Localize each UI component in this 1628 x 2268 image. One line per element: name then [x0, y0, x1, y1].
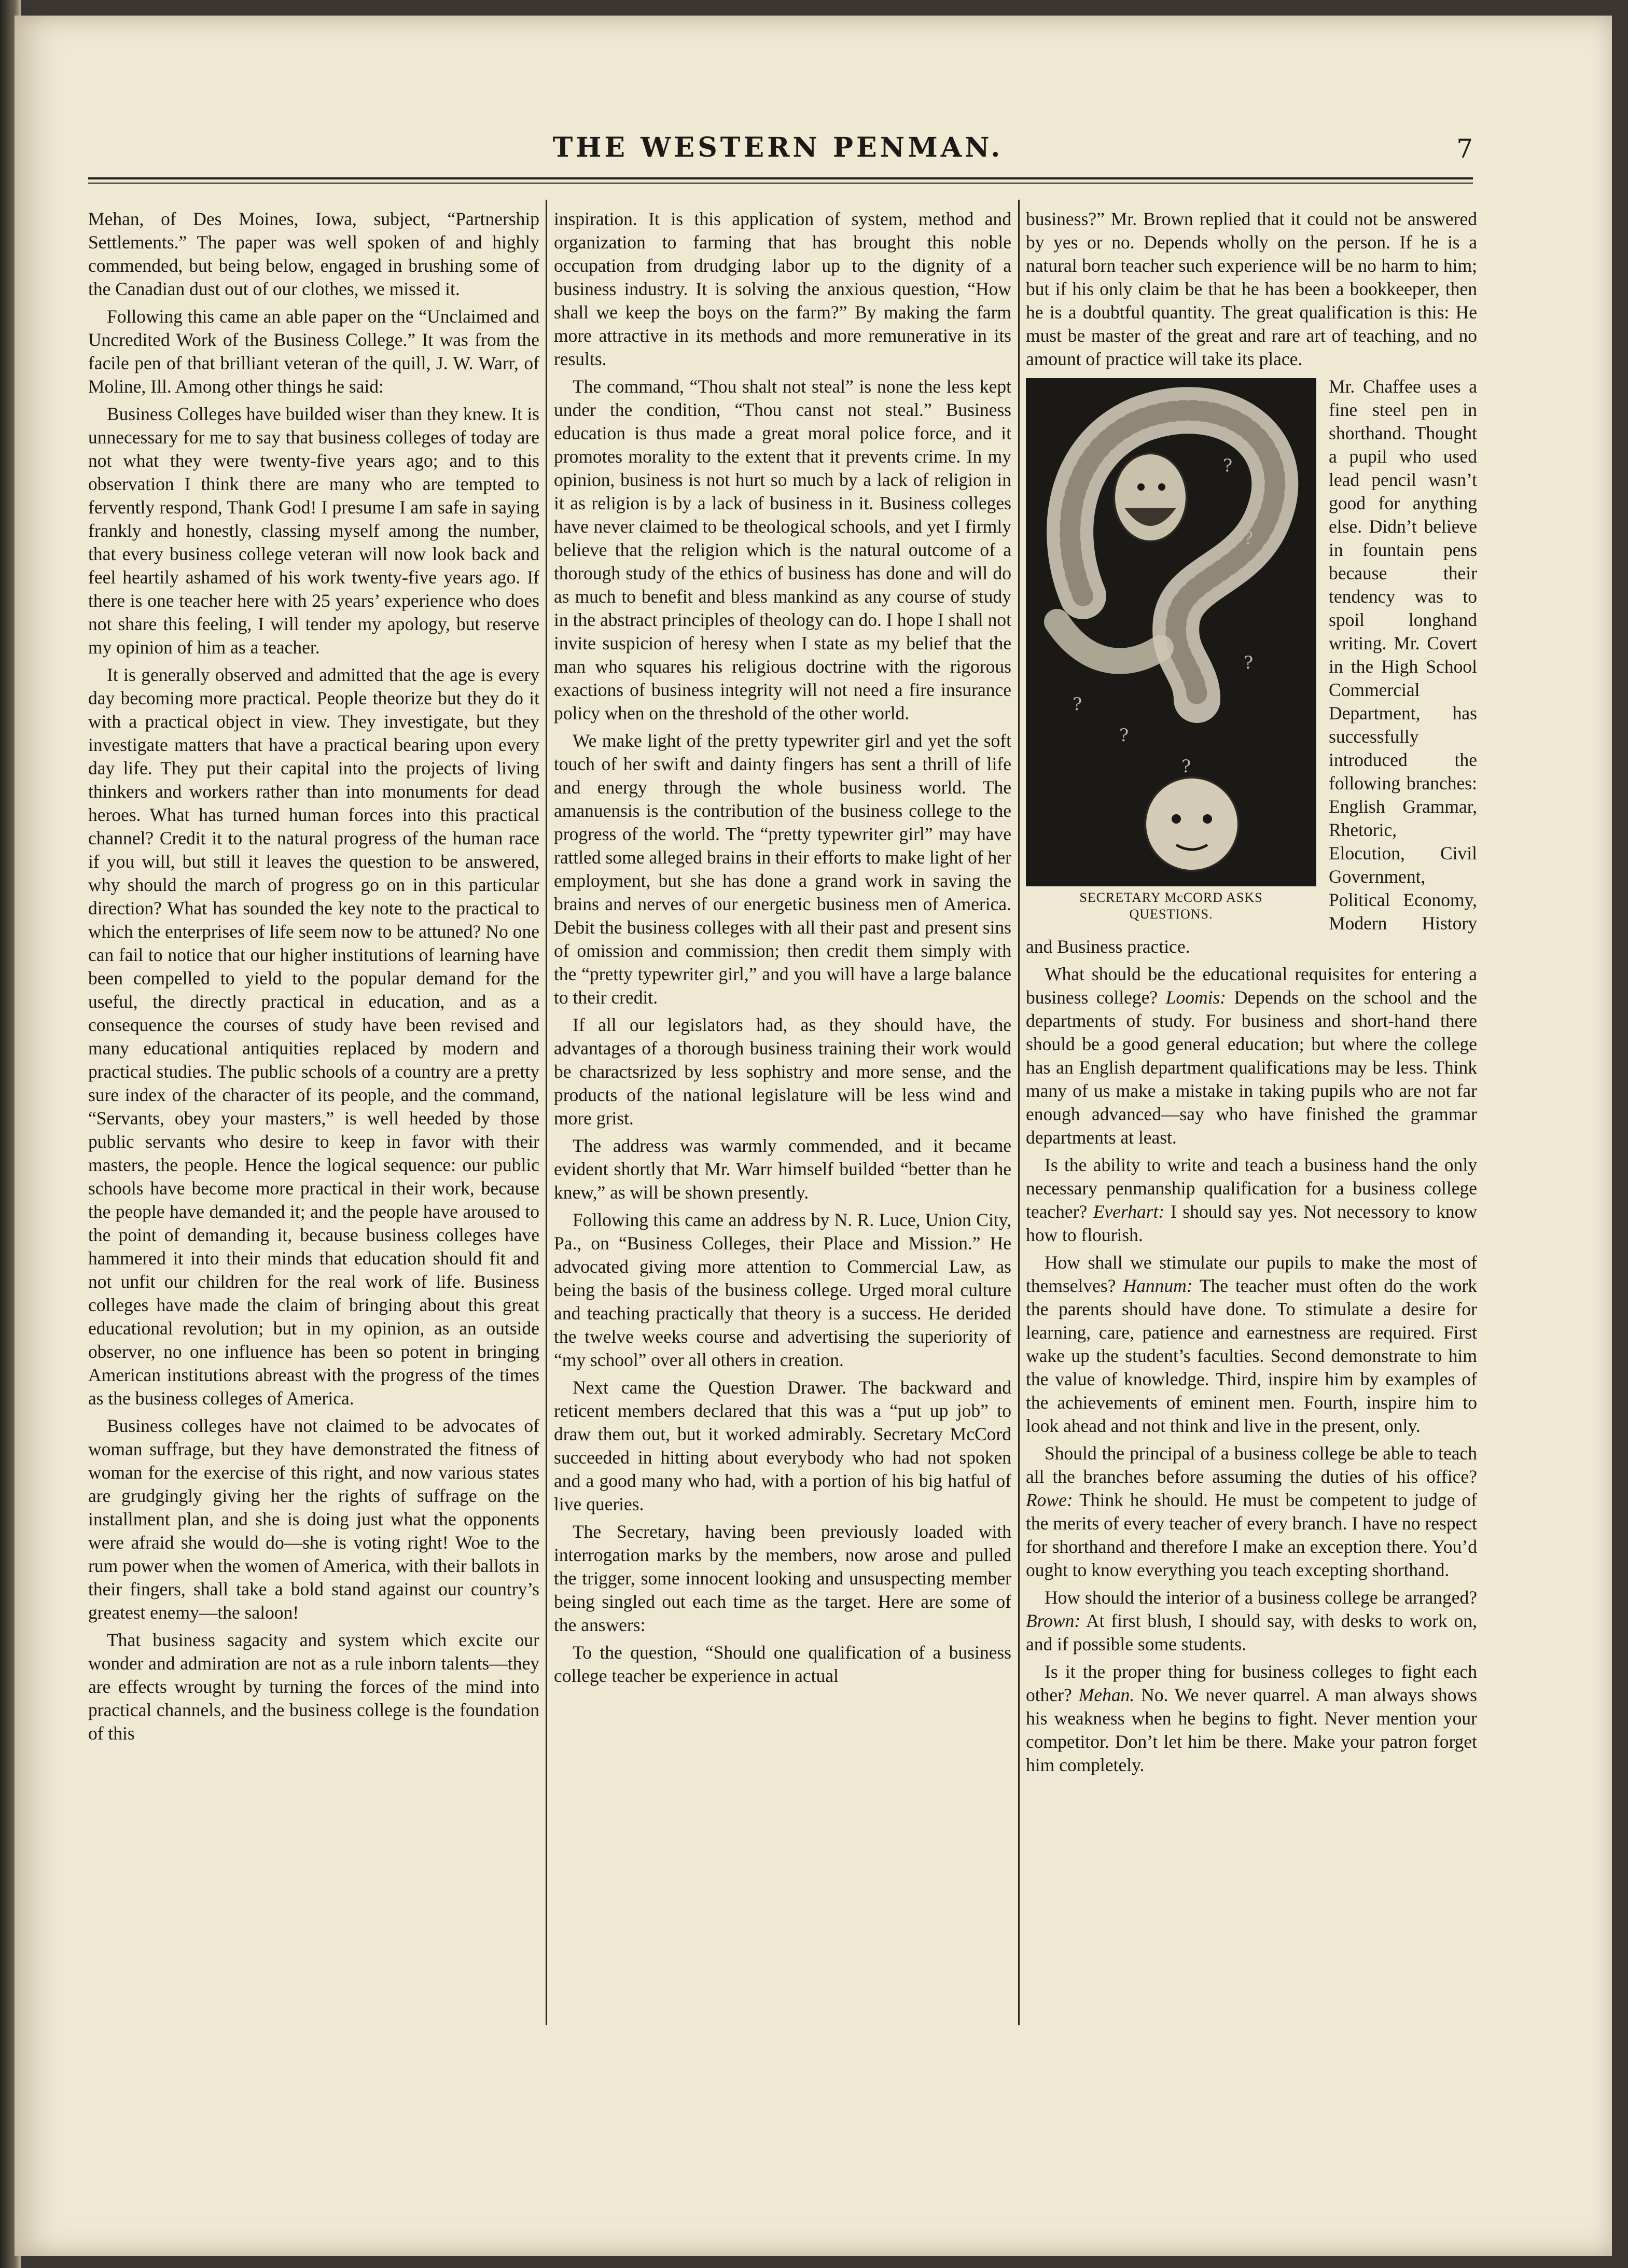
- figure-caption: [1026, 889, 1316, 923]
- paragraph: Next came the Question Drawer. The backward and reticent members declared that this was a “put up job” to draw them out, but it worked admirably. Secretary McCord succeeded in hitting about everybody who had not spoken and a good many who had, with a portion of his big hatful of live queries.: [554, 1377, 1011, 1514]
- paragraph: Following this came an able paper on the “Unclaimed and Uncredited Work of the Business College.” It was from the facile pen of that brilliant veteran of the quill, J. W. Warr, of Moline, Ill. Among other things he said:: [88, 306, 539, 397]
- svg-text:?: ?: [1223, 455, 1233, 476]
- paragraph: Business Colleges have builded wiser than they knew. It is unnecessary for me to say that business colleges of today are not what they were twenty-five years ago; and to this observation I think there are many who are tempted to fervently respond, Thank God! I presume I am safe in saying frankly and honestly, classing myself among the number, that every business college veteran will now look back and feel heartily ashamed of his work twenty-five years ago. If there is one teacher here with 25 years’ experience who does not share this feeling, I will tender my apology, but reserve my opinion of him as a teacher.: [88, 403, 539, 658]
- qa-paragraph: [1026, 1251, 1477, 1438]
- qa-paragraph: [1026, 1442, 1477, 1582]
- paragraph: Following this came an address by N. R. Luce, Union City, Pa., on “Business Colleges, their Place and Mission.” He advocated giving more attention to Commercial Law, as being the basis of the business college. Urged moral culture and teaching practically that theory is a success. He derided the twelve weeks course and advertising the superiority of “my school” over all others in creation.: [554, 1209, 1011, 1370]
- paragraph: Business colleges have not claimed to be advocates of woman suffrage, but they have demonstrated the fitness of woman for the exercise of this right, and now various states are grudgingly giving her the rights of suffrage on the installment plan, and she is doing just what the opponents were afraid she would do—she is voting right! Woe to the rum power when the women of America, with their ballots in their fingers, shall take a bold stand against our country’s greatest enemy—the saloon!: [88, 1415, 539, 1623]
- paragraph: business?” Mr. Brown replied that it could not be answered by yes or no. Depends wholly on the person. If he is a natural born teacher such experience will be no harm to him; but if his only claim be that he has been a bookkeeper, then he is a doubtful quantity. The great qualification is this: He must be master of the great and rare art of teaching, and no amount of practice will take its place.: [1026, 208, 1477, 369]
- respondent-name: Brown:: [1026, 1610, 1081, 1631]
- respondent-name: Mehan.: [1078, 1685, 1135, 1705]
- figure-block: [1026, 375, 1477, 963]
- question-text: Should the principal of a business college be able to teach all the branches before assuming the duties of his office?: [1026, 1443, 1477, 1487]
- qa-paragraph: [1026, 1586, 1477, 1656]
- question-text: How shall we stimulate our pupils to make the most of themselves?: [1026, 1252, 1477, 1296]
- column-3: [1026, 207, 1477, 1781]
- answer-text: Think he should. He must be competent to judge of the merits of every teacher of every branch. I have no respect for shorthand and therefore I make an exception there. You’d ought to know everything you teach excepting shorthand.: [1026, 1490, 1478, 1580]
- answer-text: Depends on the school and the departments of study. For business and short-hand there should be a good general education; but where the college has an English department qualifications may be less. Think many of us make a mistake in taking pupils who are not far enough advanced—say who have finished the grammar departments at least.: [1026, 987, 1477, 1148]
- paragraph: inspiration. It is this application of system, method and organization to farming that has brought this noble occupation from drudging labor up to the dignity of a business industry. It is solving the anxious question, “How shall we keep the boys on the farm?” By making the farm more attractive in its methods and more remunerative in its results.: [554, 208, 1011, 369]
- svg-text:?: ?: [1073, 694, 1082, 715]
- caption-line: QUESTIONS.: [1129, 907, 1213, 922]
- question-text: What should be the educational requisites for entering a business college?: [1026, 964, 1477, 1008]
- paragraph: The command, “Thou shalt not steal” is none the less kept under the condition, “Thou canst not steal.” Business education is thus made a great moral police force, and it promotes morality to the extent that it prevents crime. In my opinion, business is not hurt so much by a lack of religion in it as religion is by a lack of business in it. Business colleges have never claimed to be theological schools, and yet I firmly believe that the religion which is the natural outcome of a thorough study of the ethics of business has done and will do as much to benefit and bless mankind as any course of study in the abstract principles of theology can do. I hope I shall not invite suspicion of heresy when I state as my belief that the man who squares his religious doctrine with the rigorous exactions of business integrity will not need a fire insurance policy when on the threshold of the other world.: [554, 376, 1011, 723]
- paragraph: To the question, “Should one qualification of a business college teacher be experience in actual: [554, 1642, 1011, 1686]
- publication-title: THE WESTERN PENMAN.: [552, 132, 1004, 163]
- column-2: [554, 207, 1011, 1692]
- respondent-name: Rowe:: [1026, 1490, 1073, 1510]
- question-text: Is it the proper thing for business colleges to fight each other?: [1026, 1661, 1477, 1705]
- answer-text: At first blush, I should say, with desks to work on, and if possible some students.: [1026, 1610, 1477, 1654]
- respondent-name: Hannum:: [1123, 1275, 1193, 1296]
- illustration-question-mark: [1026, 378, 1316, 928]
- page-number: 7: [1456, 134, 1473, 164]
- qa-paragraph: [1026, 1660, 1477, 1777]
- svg-text:?: ?: [1181, 756, 1191, 777]
- answer-text: I should say yes. Not necessory to know how to flourish.: [1026, 1201, 1478, 1245]
- paragraph: We make light of the pretty typewriter girl and yet the soft touch of her swift and dainty fingers has sent a thrill of life and energy through the whole business world. The amanuensis is the contribution of the business college to the progress of the world. The “pretty typewriter girl” may have rattled some alleged brains in their efforts to make light of her employment, but she has done a grand work in saving the brains and nerves of our energetic business men of America. Debit the business colleges with all their past and present sins of omission and commission; then credit them simply with the “pretty typewriter girl,” and you will have a large balance to their credit.: [554, 730, 1011, 1008]
- qa-paragraph: [1026, 1153, 1477, 1247]
- respondent-name: Everhart:: [1093, 1201, 1165, 1222]
- question-text: How should the interior of a business college be arranged?: [1045, 1587, 1477, 1608]
- question-text: Is the ability to write and teach a business hand the only necessary penmanship qualification for a business college teacher?: [1026, 1154, 1477, 1222]
- qa-paragraph: [1026, 963, 1477, 1149]
- caption-line: SECRETARY McCORD ASKS: [1079, 890, 1263, 905]
- paragraph: The address was warmly commended, and it became evident shortly that Mr. Warr himself builded “better than he knew,” as will be shown presently.: [554, 1135, 1011, 1203]
- paragraph: Mehan, of Des Moines, Iowa, subject, “Partnership Settlements.” The paper was well spoken of and highly commended, but being below, engaged in brushing some of the Canadian dust out of our clothes, we missed it.: [88, 208, 539, 299]
- paragraph: It is generally observed and admitted that the age is every day becoming more practical. People theorize but they do it with a practical object in view. They investigate, but they investigate matters that have a practical bearing upon every day life. They put their capital into the projects of living thinkers and workers rather than into monuments for dead heroes. What has turned human forces into this practical channel? Credit it to the natural progress of the human race if you will, but still it leaves the question to be answered, why should the march of progress go on in this particular direction? What has sounded the key note to the practical to which the enterprises of life seem now to be attuned? No one can fail to notice that our higher institutions of learning have been compelled to yield to the popular demand for the useful, the directly practical in education, and as a consequence the courses of study have been revised and many educational antiquities replaced by modern and practical studies. The public schools of a country are a pretty sure index of the character of its people, and the command, “Servants, obey your masters,” is well heeded by those public servants who desire to keep in favor with their masters, the people. Hence the logical sequence: our public schools have become more practical in their work, because the people have demanded it; and the people have aroused to the point of demanding it, because business colleges have hammered it into their minds that education should fit and not unfit our children for the real work of life. Business colleges have made the claim of bringing about this great educational revolution; but in my opinion, as an outside observer, no one influence has been so potent in bringing American institutions abreast with the progress of the times as the business colleges of America.: [88, 664, 539, 1409]
- column-divider-2: [1018, 200, 1020, 2025]
- paragraph: If all our legislators had, as they should have, the advantages of a thorough business training their work would be charactsrized by less sophistry and more sense, and the products of the national legislature will be less wind and more grist.: [554, 1014, 1011, 1129]
- answer-text: The teacher must often do the work the parents should have done. To stimulate a desire for learning, care, patience and earnestness are required. First wake up the student’s faculties. Second demonstrate to him the value of knowledge. Third, inspire him by examples of the achievements of eminent men. Fourth, inspire him to look ahead and not think and live in the present, only.: [1026, 1275, 1478, 1436]
- header-rule-top: [88, 177, 1473, 179]
- svg-text:?: ?: [1119, 725, 1129, 746]
- svg-text:?: ?: [1244, 528, 1254, 549]
- respondent-name: Loomis:: [1165, 987, 1227, 1008]
- paragraph: That business sagacity and system which excite our wonder and admiration are not as a rule inborn talents—they are effects wrought by turning the forces of the mind into practical channels, and the business college is the foundation of this: [88, 1630, 539, 1744]
- question-mark-cartoon: [1026, 378, 1316, 886]
- column-divider-1: [546, 200, 547, 2025]
- header-rule-bottom: [88, 183, 1473, 184]
- answer-text: No. We never quarrel. A man always shows his weakness when he begins to fight. Never mention your competitor. Don’t let him be there. Make your patron forget him completely.: [1026, 1685, 1478, 1775]
- masthead: [83, 122, 1473, 174]
- column-1: [88, 207, 539, 1749]
- paragraph: The Secretary, having been previously loaded with interrogation marks by the members, now arose and pulled the trigger, some innocent looking and unsuspecting member being singled out each time as the target. Here are some of the answers:: [554, 1521, 1011, 1635]
- svg-text:?: ?: [1244, 652, 1254, 673]
- paragraph: Mr. Chaffee uses a fine steel pen in shorthand. Thought a pupil who used lead pencil wasn’t good for anything else. Didn’t believe in fountain pens because their tendency was to spoil longhand writing. Mr. Covert in the High School Commercial Department, has successfully introduced the following branches: English Grammar, Rhetoric, Elocution, Civil Government, Political Economy, Modern History and Business practice.: [1026, 376, 1477, 957]
